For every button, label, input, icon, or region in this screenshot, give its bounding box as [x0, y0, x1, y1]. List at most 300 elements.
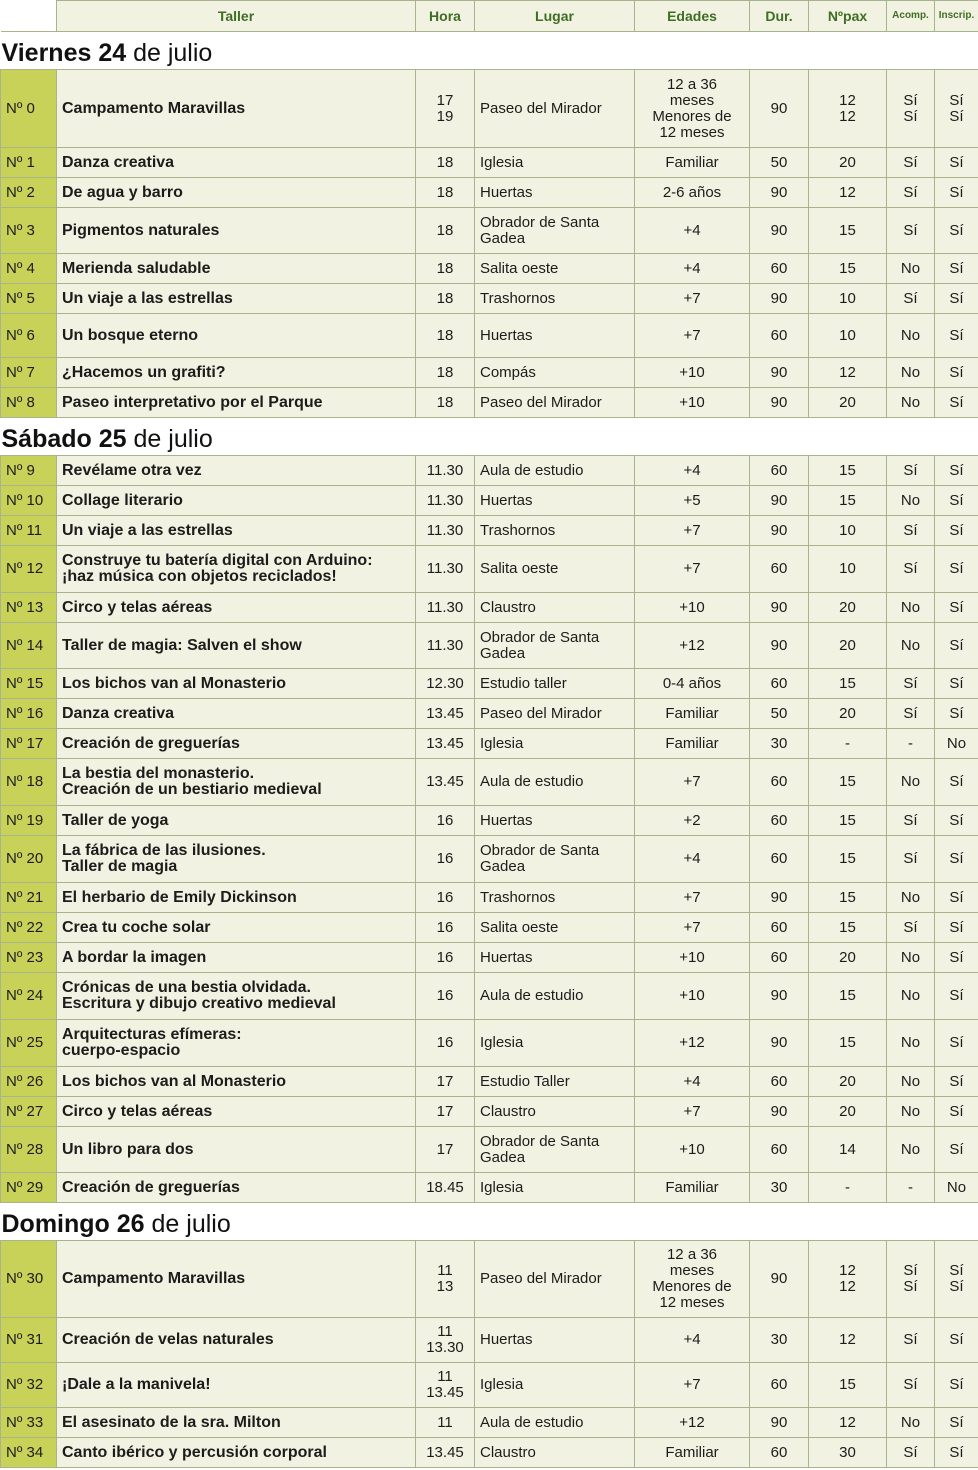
taller-pax: 10 [809, 516, 887, 546]
taller-duracion: 90 [750, 1408, 809, 1438]
taller-duracion: 90 [750, 178, 809, 208]
cell-line: La fábrica de las ilusiones. [62, 842, 266, 859]
cell-line: De agua y barro [62, 183, 183, 201]
taller-number: Nº 28 [1, 1127, 57, 1173]
taller-number: Nº 24 [1, 973, 57, 1020]
cell-line: Iglesia [480, 1034, 524, 1051]
cell-line: 12 meses [659, 1294, 725, 1311]
taller-name [57, 699, 416, 729]
taller-pax: 15 [809, 836, 887, 883]
day-heading-bold: Sábado 25 [1, 425, 127, 453]
taller-pax: 30 [809, 1438, 887, 1468]
cell-line: +10 [679, 393, 705, 411]
taller-hora [416, 546, 475, 593]
taller-acomp: Sí [887, 516, 935, 546]
header-hora: Hora [416, 1, 475, 32]
taller-hora [416, 1363, 475, 1408]
taller-acomp [887, 70, 935, 148]
taller-name [57, 284, 416, 314]
cell-line: Arquitecturas efímeras: [62, 1026, 242, 1043]
cell-line: Creación de greguerías [62, 734, 240, 752]
table-row [1, 593, 978, 623]
cell-line: Un bosque eterno [62, 326, 199, 344]
taller-hora [416, 516, 475, 546]
table-row [1, 759, 978, 806]
taller-hora [416, 284, 475, 314]
taller-number: Nº 16 [1, 699, 57, 729]
taller-acomp: No [887, 883, 935, 913]
cell-line: Los bichos van al Monasterio [62, 674, 287, 692]
taller-number: Nº 3 [1, 208, 57, 254]
taller-duracion: 90 [750, 593, 809, 623]
cell-line: Campamento Maravillas [62, 1270, 246, 1287]
cell-line: +7 [683, 773, 701, 790]
cell-line: Estudio taller [480, 674, 567, 692]
taller-inscrip: Sí [935, 1318, 978, 1363]
table-row [1, 516, 978, 546]
cell-line: Obrador de Santa [480, 1132, 600, 1150]
day-heading [1, 1203, 978, 1241]
taller-edades [635, 1067, 750, 1097]
taller-inscrip: Sí [935, 1363, 978, 1408]
cell-split [809, 93, 886, 125]
cell-line: 18 [436, 153, 454, 171]
table-row [1, 1241, 978, 1318]
taller-hora [416, 836, 475, 883]
taller-hora [416, 388, 475, 418]
cell-split [935, 1263, 978, 1295]
taller-name [57, 593, 416, 623]
taller-number: Nº 1 [1, 148, 57, 178]
cell-line: Paseo del Mirador [480, 393, 602, 411]
cell-line: 17 [436, 1072, 454, 1090]
table-row [1, 1173, 978, 1203]
cell-line: 18 [436, 183, 454, 201]
taller-lugar [475, 1438, 635, 1468]
taller-hora [416, 593, 475, 623]
day-heading [1, 418, 978, 456]
taller-name [57, 148, 416, 178]
cell-line: A bordar la imagen [62, 948, 207, 966]
taller-number: Nº 20 [1, 836, 57, 883]
taller-lugar [475, 178, 635, 208]
cell-line: Compás [480, 363, 536, 381]
taller-edades [635, 254, 750, 284]
cell-line: Un viaje a las estrellas [62, 521, 233, 539]
taller-inscrip: Sí [935, 314, 978, 358]
taller-acomp: No [887, 1097, 935, 1127]
cell-line: Canto ibérico y percusión corporal [62, 1443, 327, 1461]
cell-line: Menores de [652, 1278, 732, 1295]
cell-line: +4 [683, 221, 701, 239]
taller-pax: 15 [809, 456, 887, 486]
taller-edades [635, 1363, 750, 1408]
cell-line: Trashornos [480, 289, 556, 307]
taller-pax: 15 [809, 973, 887, 1020]
taller-duracion: 60 [750, 836, 809, 883]
cell-line: Obrador de Santa [480, 842, 600, 859]
taller-hora [416, 314, 475, 358]
taller-lugar [475, 70, 635, 148]
taller-name [57, 759, 416, 806]
header-lugar: Lugar [475, 1, 635, 32]
taller-pax: 10 [809, 284, 887, 314]
header-inscrip: Inscrip. [935, 1, 978, 32]
cell-line: 18 [436, 326, 454, 344]
taller-acomp: No [887, 254, 935, 284]
taller-hora [416, 1241, 475, 1318]
cell-line: 13.45 [426, 1443, 464, 1461]
taller-name [57, 1127, 416, 1173]
cell-line: Pigmentos naturales [62, 221, 220, 239]
cell-line: Salita oeste [480, 259, 559, 277]
taller-lugar [475, 1127, 635, 1173]
cell-line: Claustro [480, 1102, 536, 1120]
taller-hora [416, 729, 475, 759]
taller-acomp: No [887, 388, 935, 418]
cell-line: Gadea [480, 229, 526, 247]
cell-line: 16 [436, 1034, 454, 1051]
taller-acomp: Sí [887, 1438, 935, 1468]
taller-hora [416, 1127, 475, 1173]
taller-inscrip [935, 1241, 978, 1318]
taller-edades [635, 148, 750, 178]
cell-line: Revélame otra vez [62, 461, 202, 479]
taller-edades [635, 284, 750, 314]
taller-lugar [475, 699, 635, 729]
cell-line: Paseo del Mirador [480, 99, 602, 117]
cell-line: Iglesia [480, 1376, 524, 1393]
cell-line: +4 [683, 461, 701, 479]
taller-pax: 12 [809, 358, 887, 388]
table-row [1, 699, 978, 729]
taller-duracion: 60 [750, 1067, 809, 1097]
taller-name [57, 1067, 416, 1097]
cell-line: 11 [437, 1413, 453, 1431]
table-row [1, 836, 978, 883]
taller-pax: 15 [809, 669, 887, 699]
taller-name [57, 254, 416, 284]
cell-line: 18 [436, 221, 454, 239]
taller-acomp: - [887, 1173, 935, 1203]
taller-hora [416, 1318, 475, 1363]
taller-lugar [475, 943, 635, 973]
taller-acomp: No [887, 314, 935, 358]
taller-edades [635, 943, 750, 973]
taller-number: Nº 10 [1, 486, 57, 516]
taller-acomp: Sí [887, 669, 935, 699]
cell-line: Huertas [480, 948, 533, 966]
cell-line: +7 [683, 1376, 701, 1393]
cell-line: Un viaje a las estrellas [62, 289, 233, 307]
taller-acomp: No [887, 486, 935, 516]
table-row [1, 1408, 978, 1438]
cell-line: Aula de estudio [480, 461, 584, 479]
taller-inscrip: Sí [935, 1067, 978, 1097]
taller-name [57, 806, 416, 836]
taller-name [57, 623, 416, 669]
cell-line: Familiar [665, 734, 719, 752]
cell-line: +12 [679, 1413, 705, 1431]
taller-name [57, 1438, 416, 1468]
cell-line: 16 [436, 850, 454, 867]
taller-inscrip: Sí [935, 623, 978, 669]
taller-inscrip: Sí [935, 943, 978, 973]
taller-name [57, 70, 416, 148]
taller-inscrip: Sí [935, 178, 978, 208]
taller-edades [635, 456, 750, 486]
cell-split [887, 93, 934, 125]
cell-split [935, 93, 978, 125]
taller-acomp: No [887, 1127, 935, 1173]
taller-lugar [475, 913, 635, 943]
taller-number: Nº 9 [1, 456, 57, 486]
taller-number: Nº 17 [1, 729, 57, 759]
taller-duracion: 60 [750, 943, 809, 973]
taller-inscrip: Sí [935, 1408, 978, 1438]
taller-acomp [887, 1241, 935, 1318]
taller-pax: 10 [809, 314, 887, 358]
taller-inscrip: Sí [935, 883, 978, 913]
taller-number: Nº 21 [1, 883, 57, 913]
taller-name [57, 913, 416, 943]
table-row [1, 1438, 978, 1468]
cell-line: Sí [903, 1278, 918, 1295]
taller-inscrip: Sí [935, 593, 978, 623]
taller-name [57, 836, 416, 883]
taller-edades [635, 358, 750, 388]
taller-duracion: 90 [750, 516, 809, 546]
taller-hora [416, 759, 475, 806]
table-row [1, 1067, 978, 1097]
taller-lugar [475, 836, 635, 883]
taller-pax: - [809, 729, 887, 759]
header-blank [1, 1, 57, 32]
taller-number: Nº 26 [1, 1067, 57, 1097]
taller-inscrip: Sí [935, 254, 978, 284]
cell-line: +2 [683, 811, 701, 829]
taller-inscrip: Sí [935, 806, 978, 836]
cell-line: +4 [683, 1331, 701, 1348]
cell-line: Sí [949, 1278, 964, 1295]
cell-line: Salita oeste [480, 560, 559, 577]
taller-name [57, 388, 416, 418]
cell-line: Iglesia [480, 1178, 524, 1196]
taller-pax: 10 [809, 546, 887, 593]
taller-name [57, 669, 416, 699]
cell-line: Crónicas de una bestia olvidada. [62, 979, 311, 996]
cell-line: Paseo del Mirador [480, 1270, 602, 1287]
taller-lugar [475, 1408, 635, 1438]
taller-pax: 12 [809, 1318, 887, 1363]
taller-acomp: No [887, 623, 935, 669]
cell-line: Obrador de Santa [480, 213, 600, 231]
cell-line: 17 [436, 91, 454, 109]
cell-line: Paseo del Mirador [480, 704, 602, 722]
taller-number: Nº 6 [1, 314, 57, 358]
taller-hora [416, 456, 475, 486]
day-heading-row [1, 1203, 978, 1241]
taller-inscrip: Sí [935, 388, 978, 418]
taller-duracion: 60 [750, 314, 809, 358]
cell-line: 12 [839, 1278, 856, 1295]
header-pax: Nºpax [809, 1, 887, 32]
table-row [1, 388, 978, 418]
taller-edades [635, 883, 750, 913]
taller-lugar [475, 456, 635, 486]
cell-line: Familiar [665, 1178, 719, 1196]
taller-acomp: Sí [887, 456, 935, 486]
cell-line: 16 [436, 987, 454, 1004]
taller-lugar [475, 729, 635, 759]
taller-duracion: 90 [750, 388, 809, 418]
taller-lugar [475, 284, 635, 314]
cell-line: +10 [679, 987, 705, 1004]
taller-duracion: 90 [750, 973, 809, 1020]
cell-line: Gadea [480, 858, 526, 875]
taller-duracion: 90 [750, 284, 809, 314]
taller-duracion: 60 [750, 669, 809, 699]
taller-lugar [475, 1020, 635, 1067]
taller-edades [635, 699, 750, 729]
cell-line: 16 [436, 918, 454, 936]
cell-line: 12 a 36 [666, 1246, 718, 1263]
cell-line: Salita oeste [480, 918, 559, 936]
header-taller: Taller [57, 1, 416, 32]
taller-inscrip: Sí [935, 546, 978, 593]
cell-line: +12 [679, 1034, 705, 1051]
cell-line: Familiar [665, 704, 719, 722]
taller-inscrip: No [935, 1173, 978, 1203]
taller-edades [635, 806, 750, 836]
cell-line: Gadea [480, 1148, 526, 1166]
cell-line: Familiar [665, 1443, 719, 1461]
cell-line: 18.45 [426, 1178, 464, 1196]
cell-line: +10 [679, 948, 705, 966]
cell-line: Sí [903, 91, 918, 109]
cell-line: 13.45 [426, 734, 464, 752]
cell-line: 12 [839, 107, 856, 125]
taller-lugar [475, 148, 635, 178]
taller-duracion: 90 [750, 623, 809, 669]
header-edades: Edades [635, 1, 750, 32]
table-row [1, 943, 978, 973]
cell-line: +7 [683, 326, 701, 344]
cell-line: 11.30 [426, 598, 464, 616]
taller-pax: 12 [809, 1408, 887, 1438]
taller-lugar [475, 388, 635, 418]
cell-line: 12 meses [659, 123, 725, 141]
taller-inscrip: Sí [935, 456, 978, 486]
day-heading-bold: Domingo 26 [1, 1210, 145, 1238]
taller-name [57, 729, 416, 759]
taller-duracion: 60 [750, 806, 809, 836]
taller-hora [416, 669, 475, 699]
taller-number: Nº 7 [1, 358, 57, 388]
taller-inscrip: Sí [935, 759, 978, 806]
table-row [1, 1097, 978, 1127]
taller-edades [635, 486, 750, 516]
taller-inscrip: Sí [935, 284, 978, 314]
cell-line: 13.45 [426, 1384, 464, 1401]
cell-line: Un libro para dos [62, 1140, 194, 1158]
taller-edades [635, 516, 750, 546]
taller-name [57, 1173, 416, 1203]
cell-line: 2-6 años [662, 183, 722, 201]
cell-line: cuerpo-espacio [62, 1042, 181, 1059]
taller-number: Nº 31 [1, 1318, 57, 1363]
taller-edades [635, 1097, 750, 1127]
taller-pax: 15 [809, 913, 887, 943]
taller-inscrip: Sí [935, 358, 978, 388]
taller-acomp: No [887, 1020, 935, 1067]
taller-edades [635, 759, 750, 806]
cell-line: +12 [679, 636, 705, 654]
cell-line: 11.30 [426, 461, 464, 479]
taller-hora [416, 623, 475, 669]
taller-hora [416, 178, 475, 208]
table-row [1, 314, 978, 358]
cell-line: Sí [949, 91, 964, 109]
taller-edades [635, 314, 750, 358]
header-dur: Dur. [750, 1, 809, 32]
taller-pax: 15 [809, 883, 887, 913]
taller-duracion: 90 [750, 1097, 809, 1127]
taller-hora [416, 70, 475, 148]
taller-acomp: Sí [887, 1318, 935, 1363]
taller-pax: 20 [809, 593, 887, 623]
taller-duracion: 60 [750, 1363, 809, 1408]
cell-line: +7 [683, 888, 701, 906]
cell-line: 11 [437, 1323, 453, 1340]
table-row [1, 456, 978, 486]
table-row [1, 208, 978, 254]
cell-line: 13.30 [426, 1339, 464, 1356]
cell-line: 11.30 [426, 636, 464, 654]
taller-acomp: No [887, 1408, 935, 1438]
taller-pax: 15 [809, 1363, 887, 1408]
taller-duracion: 90 [750, 208, 809, 254]
cell-line: Collage literario [62, 491, 183, 509]
day-heading-rest: de julio [126, 39, 213, 67]
cell-line: Aula de estudio [480, 773, 584, 790]
cell-line: +7 [683, 289, 701, 307]
taller-name [57, 1020, 416, 1067]
taller-edades [635, 669, 750, 699]
taller-pax: 15 [809, 208, 887, 254]
table-row [1, 883, 978, 913]
taller-number: Nº 0 [1, 70, 57, 148]
taller-hora [416, 806, 475, 836]
taller-number: Nº 23 [1, 943, 57, 973]
taller-name [57, 546, 416, 593]
taller-acomp: Sí [887, 1363, 935, 1408]
cell-line: +7 [683, 1102, 701, 1120]
taller-lugar [475, 669, 635, 699]
taller-edades [635, 1127, 750, 1173]
taller-inscrip: No [935, 729, 978, 759]
taller-duracion: 50 [750, 699, 809, 729]
taller-pax [809, 70, 887, 148]
taller-lugar [475, 546, 635, 593]
cell-line: 19 [436, 107, 454, 125]
taller-number: Nº 4 [1, 254, 57, 284]
taller-duracion: 90 [750, 358, 809, 388]
taller-duracion: 60 [750, 1438, 809, 1468]
taller-lugar [475, 314, 635, 358]
taller-edades [635, 70, 750, 148]
taller-edades [635, 546, 750, 593]
